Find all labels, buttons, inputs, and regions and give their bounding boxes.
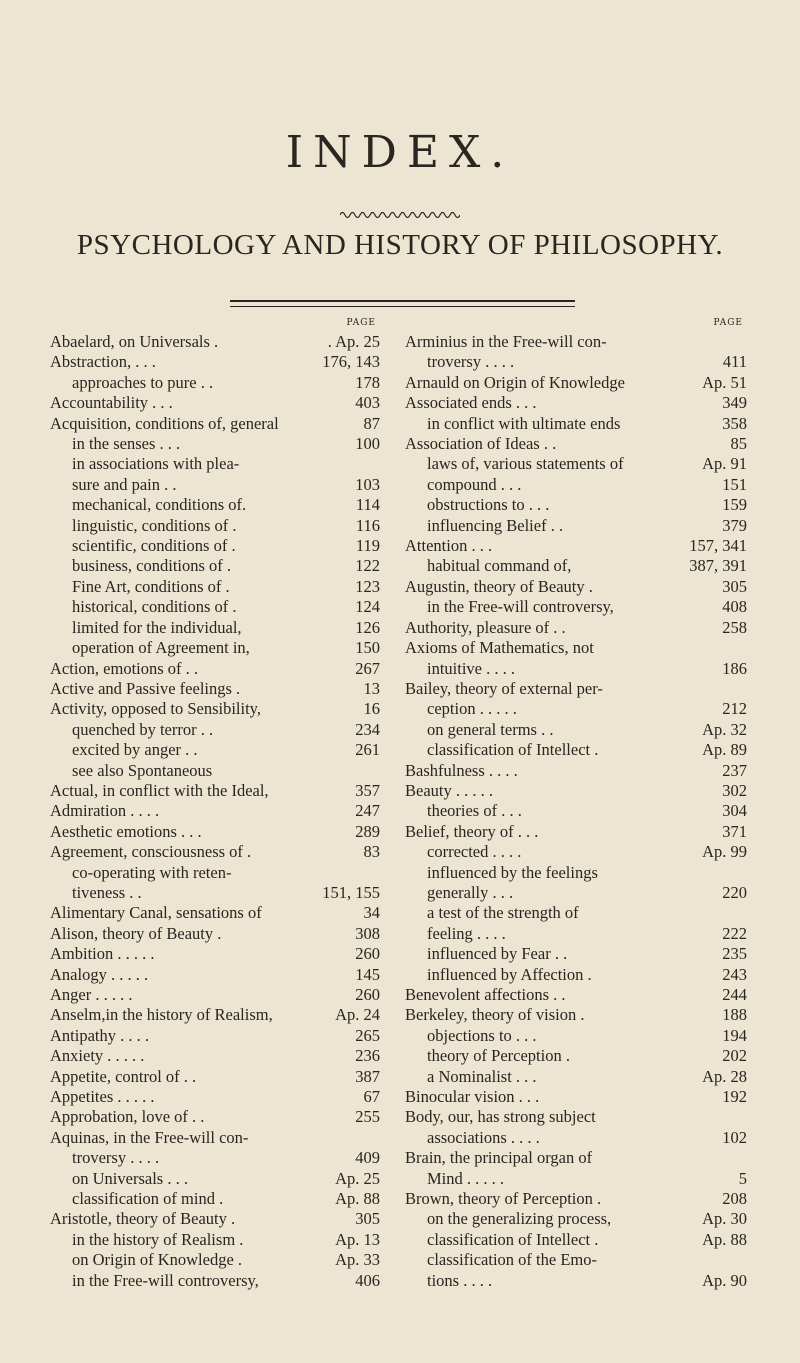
index-entry bbox=[405, 1230, 747, 1250]
index-entry bbox=[405, 638, 747, 658]
page-subtitle: PSYCHOLOGY AND HISTORY OF PHILOSOPHY. bbox=[76, 229, 724, 261]
index-entry bbox=[405, 1046, 747, 1066]
index-entry bbox=[405, 965, 747, 985]
entry-page-ref: 176, 143 bbox=[322, 352, 380, 372]
entry-page-ref: 406 bbox=[355, 1270, 380, 1290]
entry-page-ref: Ap. 24 bbox=[335, 1005, 380, 1025]
entry-term: in associations with plea- bbox=[72, 454, 240, 474]
index-entry bbox=[50, 618, 380, 638]
index-entry bbox=[405, 1148, 747, 1168]
entry-term: Anger . . . . . bbox=[50, 985, 133, 1004]
entry-term: theory of Perception . bbox=[427, 1046, 570, 1066]
entry-page-ref: 16 bbox=[363, 699, 380, 719]
entry-page-ref: 255 bbox=[355, 1107, 380, 1127]
entry-term: Anxiety . . . . . bbox=[50, 1046, 145, 1066]
index-entry bbox=[50, 495, 380, 515]
entry-term: influenced by Fear . . bbox=[427, 944, 568, 964]
index-entry bbox=[405, 863, 747, 883]
index-entry bbox=[50, 1128, 380, 1148]
index-entry bbox=[50, 924, 380, 944]
entry-page-ref: 408 bbox=[722, 597, 747, 617]
index-entry bbox=[50, 761, 380, 781]
entry-page-ref: 151 bbox=[722, 474, 747, 494]
index-entry bbox=[405, 1128, 747, 1148]
entry-page-ref: 244 bbox=[722, 985, 747, 1004]
entry-term: business, conditions of . bbox=[72, 556, 232, 576]
entry-page-ref: 409 bbox=[355, 1148, 380, 1168]
entry-page-ref: Ap. 99 bbox=[702, 842, 747, 862]
index-entry bbox=[405, 781, 747, 801]
entry-page-ref: 357 bbox=[355, 780, 380, 800]
entry-term: Admiration . . . . bbox=[50, 801, 160, 821]
entry-term: tiveness . . bbox=[72, 882, 142, 902]
index-entry bbox=[405, 1067, 747, 1087]
entry-page-ref: 145 bbox=[355, 964, 380, 984]
index-entry bbox=[405, 822, 747, 842]
index-entry bbox=[50, 638, 380, 658]
index-entry bbox=[50, 720, 380, 740]
index-entry bbox=[405, 597, 747, 617]
entry-term: Actual, in conflict with the Ideal, bbox=[50, 780, 269, 800]
index-entry bbox=[405, 1271, 747, 1291]
entry-page-ref: Ap. 28 bbox=[702, 1066, 747, 1086]
index-entry bbox=[405, 618, 747, 638]
index-entry bbox=[405, 1169, 747, 1189]
entry-term: Alison, theory of Beauty . bbox=[50, 923, 222, 943]
entry-page-ref: Ap. 25 bbox=[335, 1168, 380, 1188]
index-entry bbox=[405, 495, 747, 515]
index-entry bbox=[405, 1107, 747, 1127]
index-entry bbox=[50, 1148, 380, 1168]
entry-term: Associated ends . . . bbox=[405, 393, 537, 413]
entry-page-ref: 371 bbox=[722, 821, 747, 841]
index-entry bbox=[405, 924, 747, 944]
entry-page-ref: 236 bbox=[355, 1046, 380, 1066]
index-entry bbox=[50, 393, 380, 413]
entry-term: sure and pain . . bbox=[72, 474, 177, 494]
index-entry bbox=[405, 842, 747, 862]
index-entry bbox=[50, 842, 380, 862]
entry-term: limited for the individual, bbox=[72, 617, 242, 637]
index-entry bbox=[50, 1189, 380, 1209]
index-entry bbox=[50, 414, 380, 434]
index-entry bbox=[50, 1087, 380, 1107]
entry-term: Axioms of Mathematics, not bbox=[405, 638, 594, 658]
entry-term: quenched by terror . . bbox=[72, 719, 214, 739]
entry-term: Attention . . . bbox=[405, 536, 493, 556]
entry-page-ref: 87 bbox=[363, 413, 380, 433]
entry-page-ref: 358 bbox=[722, 413, 747, 433]
entry-term: intuitive . . . . bbox=[427, 658, 515, 678]
entry-term: Beauty . . . . . bbox=[405, 780, 493, 800]
index-entry bbox=[50, 434, 380, 454]
index-entry bbox=[50, 1250, 380, 1270]
index-entry bbox=[50, 903, 380, 923]
index-entry bbox=[50, 822, 380, 842]
entry-page-ref: 34 bbox=[363, 903, 380, 923]
entry-term: associations . . . . bbox=[427, 1127, 540, 1147]
entry-page-ref: 403 bbox=[355, 393, 380, 413]
entry-page-ref: 247 bbox=[355, 801, 380, 821]
entry-term: Alimentary Canal, sensations of bbox=[50, 903, 262, 923]
index-entry bbox=[50, 801, 380, 821]
entry-page-ref: 178 bbox=[355, 372, 380, 392]
entry-term: Aesthetic emotions . . . bbox=[50, 821, 202, 841]
entry-page-ref: 243 bbox=[722, 964, 747, 984]
index-entry bbox=[405, 414, 747, 434]
index-entry bbox=[50, 475, 380, 495]
entry-page-ref: 126 bbox=[355, 617, 380, 637]
entry-term: compound . . . bbox=[427, 474, 522, 494]
entry-page-ref: 387, 391 bbox=[689, 556, 747, 576]
entry-term: Brown, theory of Perception . bbox=[405, 1189, 602, 1209]
index-entry bbox=[50, 659, 380, 679]
entry-term: Binocular vision . . . bbox=[405, 1087, 540, 1107]
entry-term: on general terms . . bbox=[427, 719, 554, 739]
entry-page-ref: 103 bbox=[355, 474, 380, 494]
entry-term: Aquinas, in the Free-will con- bbox=[50, 1127, 249, 1147]
entry-page-ref: Ap. 90 bbox=[702, 1270, 747, 1290]
index-entry bbox=[50, 965, 380, 985]
entry-term: Appetites . . . . . bbox=[50, 1087, 155, 1107]
entry-term: in conflict with ultimate ends bbox=[427, 413, 621, 433]
index-entry bbox=[50, 1107, 380, 1127]
entry-term: Authority, pleasure of . . bbox=[405, 617, 566, 637]
index-entry bbox=[50, 1169, 380, 1189]
entry-term: Action, emotions of . . bbox=[50, 658, 199, 678]
index-entry bbox=[50, 516, 380, 536]
index-entry bbox=[405, 393, 747, 413]
index-entry bbox=[405, 1005, 747, 1025]
index-entry bbox=[405, 801, 747, 821]
entry-term: classification of Intellect . bbox=[427, 1229, 599, 1249]
index-entry bbox=[50, 740, 380, 760]
index-entry bbox=[405, 679, 747, 699]
entry-term: troversy . . . . bbox=[427, 352, 515, 372]
entry-page-ref: 260 bbox=[355, 985, 380, 1004]
entry-term: Belief, theory of . . . bbox=[405, 821, 539, 841]
entry-page-ref: 305 bbox=[722, 576, 747, 596]
entry-page-ref: 349 bbox=[722, 393, 747, 413]
entry-page-ref: 124 bbox=[355, 597, 380, 617]
entry-term: a test of the strength of bbox=[427, 903, 579, 923]
entry-term: theories of . . . bbox=[427, 801, 522, 821]
entry-term: influenced by Affection . bbox=[427, 964, 592, 984]
index-entry bbox=[405, 577, 747, 597]
entry-page-ref: 151, 155 bbox=[322, 882, 380, 902]
entry-term: Accountability . . . bbox=[50, 393, 173, 413]
index-entry bbox=[405, 536, 747, 556]
entry-page-ref: 258 bbox=[722, 617, 747, 637]
entry-page-ref: 202 bbox=[722, 1046, 747, 1066]
entry-page-ref: 119 bbox=[355, 536, 380, 556]
entry-term: Mind . . . . . bbox=[427, 1168, 505, 1188]
entry-term: classification of the Emo- bbox=[427, 1250, 597, 1270]
entry-page-ref: 208 bbox=[722, 1189, 747, 1209]
double-rule-top bbox=[230, 300, 575, 302]
entry-term: in the senses . . . bbox=[72, 434, 181, 454]
left-page-header: PAGE bbox=[346, 318, 376, 328]
entry-page-ref: 159 bbox=[722, 495, 747, 515]
entry-term: scientific, conditions of . bbox=[72, 536, 236, 556]
entry-term: Arnauld on Origin of Knowledge bbox=[405, 372, 625, 392]
entry-page-ref: Ap. 33 bbox=[335, 1250, 380, 1270]
entry-term: Ambition . . . . . bbox=[50, 944, 155, 964]
entry-page-ref: Ap. 88 bbox=[702, 1229, 747, 1249]
entry-term: obstructions to . . . bbox=[427, 495, 550, 515]
entry-term: a Nominalist . . . bbox=[427, 1066, 537, 1086]
entry-term: in the Free-will controversy, bbox=[427, 597, 614, 617]
entry-term: historical, conditions of . bbox=[72, 597, 237, 617]
right-entry-list bbox=[405, 332, 747, 1291]
entry-page-ref: 267 bbox=[355, 658, 380, 678]
entry-page-ref: 114 bbox=[355, 495, 380, 515]
entry-term: ception . . . . . bbox=[427, 699, 517, 719]
index-entry bbox=[50, 985, 380, 1005]
index-entry bbox=[50, 1046, 380, 1066]
index-entry bbox=[50, 1067, 380, 1087]
index-entry bbox=[405, 1250, 747, 1270]
entry-page-ref: 387 bbox=[355, 1066, 380, 1086]
entry-page-ref: 308 bbox=[355, 923, 380, 943]
entry-term: troversy . . . . bbox=[72, 1148, 160, 1168]
entry-page-ref: 157, 341 bbox=[689, 536, 747, 556]
entry-page-ref: 122 bbox=[355, 556, 380, 576]
entry-term: operation of Agreement in, bbox=[72, 638, 250, 658]
index-entry bbox=[405, 475, 747, 495]
entry-term: Active and Passive feelings . bbox=[50, 678, 241, 698]
entry-term: influenced by the feelings bbox=[427, 862, 598, 882]
entry-page-ref: 186 bbox=[722, 658, 747, 678]
entry-term: feeling . . . . bbox=[427, 923, 506, 943]
index-entry bbox=[50, 781, 380, 801]
entry-term: Fine Art, conditions of . bbox=[72, 576, 230, 596]
entry-term: Bashfulness . . . . bbox=[405, 760, 518, 780]
entry-page-ref: 13 bbox=[363, 678, 380, 698]
entry-term: classification of mind . bbox=[72, 1189, 224, 1209]
index-entry bbox=[405, 1189, 747, 1209]
index-entry bbox=[405, 1026, 747, 1046]
entry-page-ref: 100 bbox=[355, 434, 380, 454]
entry-term: influencing Belief . . bbox=[427, 515, 564, 535]
entry-term: Augustin, theory of Beauty . bbox=[405, 576, 593, 596]
entry-term: in the history of Realism . bbox=[72, 1229, 244, 1249]
left-column bbox=[50, 318, 380, 1291]
entry-term: generally . . . bbox=[427, 882, 514, 902]
index-entry bbox=[50, 699, 380, 719]
entry-page-ref: 188 bbox=[722, 1005, 747, 1025]
entry-page-ref: 212 bbox=[722, 699, 747, 719]
entry-term: objections to . . . bbox=[427, 1025, 537, 1045]
index-entry bbox=[405, 944, 747, 964]
entry-page-ref: 289 bbox=[355, 821, 380, 841]
entry-page-ref: Ap. 89 bbox=[702, 740, 747, 760]
entry-page-ref: Ap. 88 bbox=[335, 1189, 380, 1209]
index-entry bbox=[50, 1271, 380, 1291]
entry-term: Agreement, consciousness of . bbox=[50, 842, 252, 862]
entry-term: Benevolent affections . . bbox=[405, 985, 566, 1004]
entry-term: Body, our, has strong subject bbox=[405, 1107, 596, 1127]
entry-page-ref: 379 bbox=[722, 515, 747, 535]
index-entry bbox=[50, 577, 380, 597]
entry-page-ref: 192 bbox=[722, 1087, 747, 1107]
entry-page-ref: Ap. 13 bbox=[335, 1229, 380, 1249]
entry-page-ref: Ap. 32 bbox=[702, 719, 747, 739]
entry-page-ref: Ap. 30 bbox=[702, 1209, 747, 1229]
entry-term: Abstraction, . . . bbox=[50, 352, 156, 372]
entry-page-ref: 83 bbox=[363, 842, 380, 862]
entry-term: corrected . . . . bbox=[427, 842, 522, 862]
index-entry bbox=[50, 1209, 380, 1229]
index-entry bbox=[50, 863, 380, 883]
entry-page-ref: 220 bbox=[722, 882, 747, 902]
right-column bbox=[405, 318, 747, 1291]
left-entry-list bbox=[50, 332, 380, 1291]
entry-page-ref: 237 bbox=[722, 760, 747, 780]
entry-term: Berkeley, theory of vision . bbox=[405, 1005, 585, 1025]
index-entry bbox=[405, 883, 747, 903]
entry-page-ref: 222 bbox=[722, 923, 747, 943]
entry-page-ref: 304 bbox=[722, 801, 747, 821]
entry-page-ref: 411 bbox=[722, 352, 747, 372]
page-title: INDEX. bbox=[285, 127, 515, 178]
entry-page-ref: 116 bbox=[355, 515, 380, 535]
entry-term: tions . . . . bbox=[427, 1270, 493, 1290]
index-entry bbox=[405, 699, 747, 719]
entry-term: Arminius in the Free-will con- bbox=[405, 332, 607, 351]
entry-term: Analogy . . . . . bbox=[50, 964, 149, 984]
entry-page-ref: 85 bbox=[730, 434, 747, 454]
index-entry bbox=[405, 373, 747, 393]
entry-term: mechanical, conditions of. bbox=[72, 495, 247, 515]
index-entry bbox=[405, 985, 747, 1005]
ornament-squiggle-icon bbox=[340, 210, 460, 220]
entry-term: Aristotle, theory of Beauty . bbox=[50, 1209, 236, 1229]
entry-term: co-operating with reten- bbox=[72, 862, 232, 882]
entry-page-ref: 150 bbox=[355, 638, 380, 658]
index-entry bbox=[405, 556, 747, 576]
entry-term: Bailey, theory of external per- bbox=[405, 678, 603, 698]
entry-page-ref: 302 bbox=[722, 780, 747, 800]
index-entry bbox=[405, 1087, 747, 1107]
entry-page-ref: 305 bbox=[355, 1209, 380, 1229]
index-entry bbox=[50, 454, 380, 474]
index-entry bbox=[405, 434, 747, 454]
index-entry bbox=[50, 1230, 380, 1250]
index-entry bbox=[405, 903, 747, 923]
entry-term: Abaelard, on Universals . bbox=[50, 332, 219, 351]
entry-term: see also Spontaneous bbox=[72, 760, 213, 780]
entry-page-ref: 261 bbox=[355, 740, 380, 760]
index-entry bbox=[405, 740, 747, 760]
double-rule-bottom bbox=[230, 306, 575, 307]
index-entry bbox=[50, 679, 380, 699]
index-entry bbox=[50, 536, 380, 556]
entry-term: Approbation, love of . . bbox=[50, 1107, 205, 1127]
entry-page-ref: Ap. 91 bbox=[702, 454, 747, 474]
entry-term: Brain, the principal organ of bbox=[405, 1148, 593, 1168]
entry-page-ref: 67 bbox=[363, 1087, 380, 1107]
entry-term: laws of, various statements of bbox=[427, 454, 624, 474]
entry-page-ref: 234 bbox=[355, 719, 380, 739]
entry-term: Activity, opposed to Sensibility, bbox=[50, 699, 261, 719]
entry-page-ref: 260 bbox=[355, 944, 380, 964]
entry-term: on Origin of Knowledge . bbox=[72, 1250, 243, 1270]
entry-page-ref: 5 bbox=[738, 1168, 747, 1188]
index-entry bbox=[405, 761, 747, 781]
entry-term: approaches to pure . . bbox=[72, 372, 214, 392]
index-entry bbox=[405, 332, 747, 352]
index-entry bbox=[405, 352, 747, 372]
entry-page-ref: 235 bbox=[722, 944, 747, 964]
index-entry bbox=[50, 373, 380, 393]
entry-page-ref: . Ap. 25 bbox=[327, 332, 380, 351]
index-entry bbox=[50, 944, 380, 964]
index-entry bbox=[50, 556, 380, 576]
index-entry bbox=[50, 883, 380, 903]
index-entry bbox=[50, 332, 380, 352]
entry-term: Association of Ideas . . bbox=[405, 434, 557, 454]
entry-term: classification of Intellect . bbox=[427, 740, 599, 760]
entry-term: habitual command of, bbox=[427, 556, 572, 576]
entry-term: in the Free-will controversy, bbox=[72, 1270, 259, 1290]
index-entry bbox=[50, 1005, 380, 1025]
entry-term: Acquisition, conditions of, general bbox=[50, 413, 279, 433]
entry-page-ref: Ap. 51 bbox=[702, 372, 747, 392]
index-entry bbox=[405, 720, 747, 740]
index-entry bbox=[405, 659, 747, 679]
entry-term: Anselm,in the history of Realism, bbox=[50, 1005, 273, 1025]
index-entry bbox=[405, 516, 747, 536]
entry-term: on the generalizing process, bbox=[427, 1209, 612, 1229]
entry-page-ref: 194 bbox=[722, 1025, 747, 1045]
entry-term: Antipathy . . . . bbox=[50, 1025, 149, 1045]
index-entry bbox=[405, 454, 747, 474]
entry-term: on Universals . . . bbox=[72, 1168, 188, 1188]
index-entry bbox=[50, 352, 380, 372]
index-entry bbox=[50, 597, 380, 617]
entry-page-ref: 265 bbox=[355, 1025, 380, 1045]
entry-page-ref: 123 bbox=[355, 576, 380, 596]
right-page-header: PAGE bbox=[713, 318, 743, 328]
entry-term: linguistic, conditions of . bbox=[72, 515, 237, 535]
entry-page-ref: 102 bbox=[722, 1127, 747, 1147]
index-entry bbox=[50, 1026, 380, 1046]
index-entry bbox=[405, 1209, 747, 1229]
entry-term: Appetite, control of . . bbox=[50, 1066, 197, 1086]
entry-term: excited by anger . . bbox=[72, 740, 198, 760]
